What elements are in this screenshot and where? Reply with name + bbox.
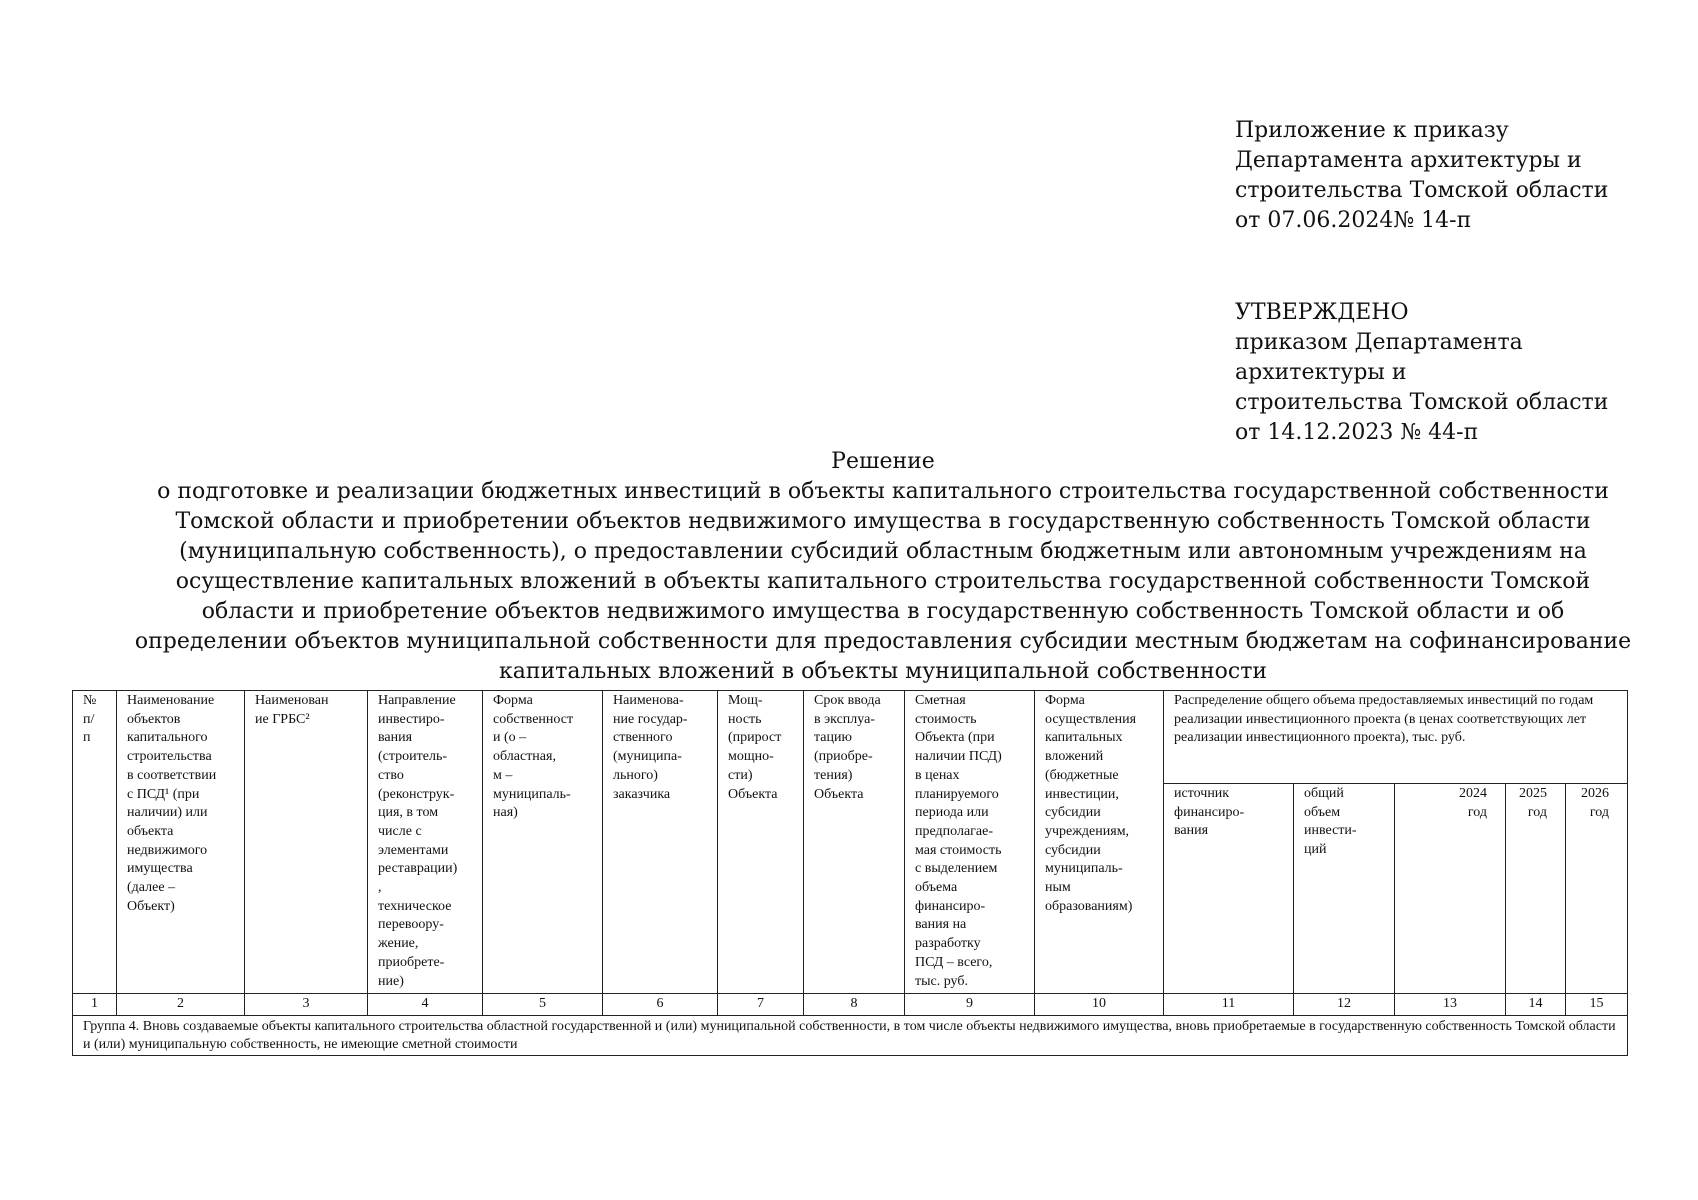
column-number-cell: 14 bbox=[1506, 994, 1566, 1016]
header-cell-estimated-cost: Сметная стоимость Объекта (при наличии ПСД) в ценах планируемого периода или предполагае- мая стоимость с выделением объема финансиро- вания на разработку ПСД – всего, тыс. руб. bbox=[905, 691, 1035, 994]
column-number-cell: 8 bbox=[804, 994, 905, 1016]
column-number-cell: 4 bbox=[368, 994, 483, 1016]
approval-line: от 14.12.2023 № 44-п bbox=[1235, 420, 1479, 445]
header-cell-year-2025: 2025 год bbox=[1506, 784, 1566, 994]
document-subtitle: о подготовке и реализации бюджетных инвестиций в объекты капитального строительства государственной собственности Томской области и приобретении объектов недвижимого имущества в государственную собственность Томской области (муниципальную собственность), о предоставлении субсидий областным бюджетным или автономным учреждениям на осуществление капитальных вложений в объекты капитального строительства государственной собственности Томской области и приобретение объектов недвижимого имущества в государственную собственность Томской области и об определении объектов муниципальной собственности для предоставления субсидии местным бюджетам на софинансирование капитальных вложений в объекты муниципальной собственности bbox=[134, 479, 1632, 684]
column-number-cell: 9 bbox=[905, 994, 1035, 1016]
appendix-line: Департамента архитектуры и bbox=[1235, 148, 1582, 173]
header-cell-capacity: Мощ- ность (прирост мощно- сти) Объекта bbox=[718, 691, 804, 994]
column-number-cell: 12 bbox=[1294, 994, 1395, 1016]
group-row-title: Группа 4. Вновь создаваемые объекты капитального строительства областной государственной и (или) муниципальной собственности, в том числе объекты недвижимого имущества, вновь приобретаемые в государственную собственность Томской области и (или) муниципальную собственность, не имеющие сметной стоимости bbox=[73, 1016, 1628, 1056]
group-row bbox=[73, 1016, 1628, 1056]
column-number-row bbox=[73, 994, 1628, 1016]
appendix-block bbox=[1235, 116, 1608, 236]
header-cell-grbs: Наименован ие ГРБС² bbox=[245, 691, 368, 994]
investment-table bbox=[72, 690, 1628, 1056]
header-cell-number: № п/ п bbox=[73, 691, 117, 994]
column-number-cell: 6 bbox=[603, 994, 718, 1016]
appendix-line: от 07.06.2024№ 14-п bbox=[1235, 208, 1472, 233]
approval-line: архитектуры и bbox=[1235, 360, 1407, 385]
header-cell-year-2026: 2026 год bbox=[1566, 784, 1628, 994]
appendix-line: Приложение к приказу bbox=[1235, 118, 1509, 143]
column-number-cell: 15 bbox=[1566, 994, 1628, 1016]
column-number-cell: 11 bbox=[1164, 994, 1294, 1016]
column-number-cell: 2 bbox=[117, 994, 245, 1016]
document-title: Решение bbox=[831, 449, 935, 474]
header-row-top bbox=[73, 691, 1628, 784]
header-cell-customer: Наименова- ние государ- ственного (муниципа- льного) заказчика bbox=[603, 691, 718, 994]
header-cell-total-volume: общий объем инвести- ций bbox=[1294, 784, 1395, 994]
header-cell-commission-date: Срок ввода в эксплуа- тацию (приобре- тения) Объекта bbox=[804, 691, 905, 994]
column-number-cell: 5 bbox=[483, 994, 603, 1016]
approval-line: приказом Департамента bbox=[1235, 330, 1523, 355]
approval-line: УТВЕРЖДЕНО bbox=[1235, 300, 1409, 325]
header-cell-object-name: Наименование объектов капитального строительства в соответствии с ПСД¹ (при наличии) или объекта недвижимого имущества (далее – Объект) bbox=[117, 691, 245, 994]
column-number-cell: 3 bbox=[245, 994, 368, 1016]
appendix-line: строительства Томской области bbox=[1235, 178, 1609, 203]
column-number-cell: 1 bbox=[73, 994, 117, 1016]
approval-block bbox=[1235, 298, 1608, 448]
approval-line: строительства Томской области bbox=[1235, 390, 1609, 415]
column-number-cell: 10 bbox=[1035, 994, 1164, 1016]
column-number-cell: 13 bbox=[1395, 994, 1506, 1016]
header-cell-funding-source: источник финансиро- вания bbox=[1164, 784, 1294, 994]
column-number-cell: 7 bbox=[718, 994, 804, 1016]
header-cell-year-2024: 2024 год bbox=[1395, 784, 1506, 994]
header-cell-direction: Направление инвестиро- вания (строитель- ство (реконструк- ция, в том числе с элементами реставрации) , техническое перевоору- жение, приобрете- ние) bbox=[368, 691, 483, 994]
header-cell-distribution: Распределение общего объема предоставляемых инвестиций по годам реализации инвестиционного проекта (в ценах соответствующих лет реализации инвестиционного проекта), тыс. руб. bbox=[1164, 691, 1628, 784]
header-cell-ownership: Форма собственност и (о – областная, м – муниципаль- ная) bbox=[483, 691, 603, 994]
header-cell-investment-form: Форма осуществления капитальных вложений (бюджетные инвестиции, субсидии учреждениям, субсидии муниципаль- ным образованиям) bbox=[1035, 691, 1164, 994]
